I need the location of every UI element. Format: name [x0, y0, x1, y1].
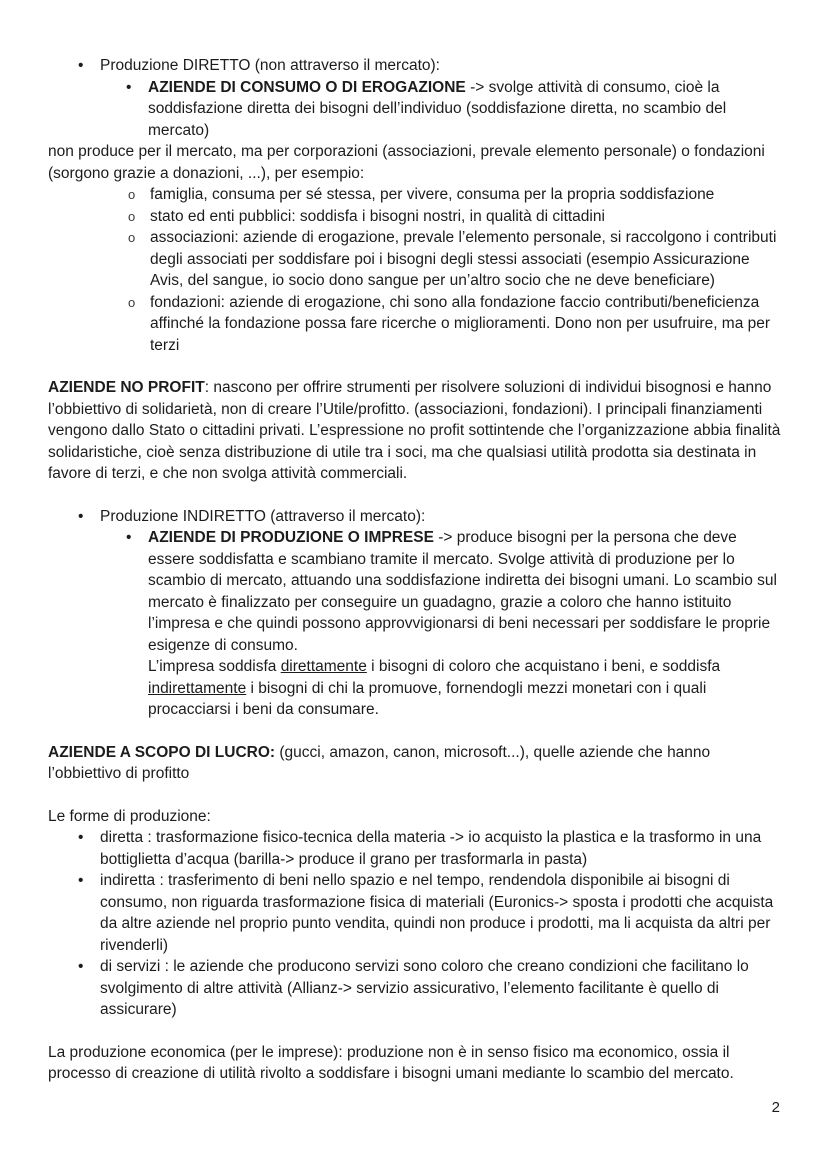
list-item [48, 827, 782, 870]
term-label: AZIENDE A SCOPO DI LUCRO: [48, 743, 276, 761]
list-item [48, 206, 782, 228]
circle-bullet-icon: o [128, 294, 136, 310]
paragraph-text: i bisogni di coloro che acquistano i beni, e soddisfa [366, 658, 721, 675]
list-item-text: di servizi : le aziende che producono servizi sono coloro che creano condizioni che facilitano lo svolgimento di altre attività (Allianz-> servizio assicurativo, l’elemento facilitante è quello di assicurare) [100, 958, 749, 1018]
term-label: AZIENDE DI PRODUZIONE O IMPRESE [148, 529, 434, 546]
bullet-icon: • [126, 78, 132, 96]
term-label: AZIENDE NO PROFIT [48, 379, 205, 396]
list-item-text: famiglia, consuma per sé stessa, per vivere, consuma per la propria soddisfazione [150, 186, 715, 203]
circle-bullet-icon: o [128, 208, 136, 224]
list-item-text: Produzione INDIRETTO (attraverso il mercato): [100, 507, 426, 525]
bullet-icon: • [78, 958, 84, 975]
document-body [48, 55, 782, 1085]
underlined-term: direttamente [280, 658, 367, 675]
list-item [48, 292, 782, 357]
list-item [48, 77, 782, 142]
circle-bullet-icon: o [128, 230, 136, 245]
list-item [48, 506, 782, 528]
spacer [48, 721, 782, 742]
list-item-text: Produzione DIRETTO (non attraverso il mercato): [100, 57, 440, 74]
paragraph-text: (gucci, amazon, canon, microsoft...), quelle aziende che hanno l’obbiettivo di profitto [48, 743, 711, 782]
paragraph-text: : nascono per offrire strumenti per risolvere soluzioni di individui bisognosi e hanno l’obbiettivo di solidarietà, non di creare l’Utile/profitto. (associazioni, fondazioni). I principali finanziamenti vengono dallo Stato o cittadini privati. L’espressione no profit sottintende che l’organizzazione abbia finalità solidaristiche, cioè senza distribuzione di utile tra i soci, ma che qualsiasi utilità prodotta sia destinata in favore di terzi, e che non svolga attività commerciali. [48, 379, 781, 482]
paragraph: La produzione economica (per le imprese): produzione non è in senso fisico ma economico, ossia il processo di creazione di utilità rivolto a soddisfare i bisogni umani mediante lo scambio del mercato. [48, 1043, 734, 1082]
list-item-text: associazioni: aziende di erogazione, prevale l’elemento personale, si raccolgono i contributi degli associati per soddisfare poi i bisogni degli stessi associati (esempio Assicurazione Avis, del sangue, io socio dono sangue per un’altro socio che ne deve beneficiare) [150, 229, 777, 289]
list-item-text: -> produce bisogni per la persona che deve essere soddisfatta e scambiano tramite il mercato. Svolge attività di produzione per lo scambio di mercato, attuando una soddisfazione indiretta dei bisogni umani. Lo scambio sul mercato è finalizzato per conseguire un guadagno, grazie a coloro che hanno istituito l’impresa e che quindi possono approvvigionarsi di beni necessari per soddisfare le proprie esigenze di consumo. [148, 529, 777, 654]
paragraph: non produce per il mercato, ma per corporazioni (associazioni, prevale elemento personale) o fondazioni (sorgono grazie a donazioni, ...), per esempio: [48, 143, 765, 182]
spacer [48, 485, 782, 506]
underlined-term: indirettamente [148, 679, 247, 697]
list-item [48, 227, 782, 292]
paragraph-text: L’impresa soddisfa [148, 658, 281, 675]
paragraph [48, 742, 782, 785]
page-number: 2 [771, 1099, 780, 1116]
list-item-text: indiretta : trasferimento di beni nello spazio e nel tempo, rendendola disponibile ai bisogni di consumo, non riguarda trasformazione fisica di materiali (Euronics-> sposta i prodotti che acquista da altre aziende nel proprio punto vendita, quindi non produce i prodotti, ma li acquista da altri per rivenderli) [100, 872, 774, 954]
list-item [48, 527, 782, 656]
bullet-icon: • [78, 507, 84, 525]
spacer [48, 785, 782, 806]
bullet-icon: • [126, 529, 132, 546]
circle-bullet-icon: o [128, 187, 136, 202]
paragraph-text: i bisogni di chi la promuove, fornendogli mezzi monetari con i quali procacciarsi i beni da consumare. [148, 679, 707, 718]
bullet-icon: • [78, 829, 84, 846]
term-label: AZIENDE DI CONSUMO O DI EROGAZIONE [148, 78, 466, 96]
list-item-text: diretta : trasformazione fisico-tecnica della materia -> io acquisto la plastica e la trasformo in una bottiglietta d’acqua (barilla-> produce il grano per trasformarla in pasta) [100, 829, 762, 868]
list-item-text: stato ed enti pubblici: soddisfa i bisogni nostri, in qualità di cittadini [150, 207, 605, 225]
list-item [48, 870, 782, 956]
spacer [48, 1021, 782, 1042]
list-item-text: -> svolge attività di consumo, cioè la soddisfazione diretta dei bisogni dell’individuo (soddisfazione diretta, no scambio del mercato) [148, 78, 727, 139]
spacer [48, 356, 782, 377]
list-item [48, 55, 782, 77]
bullet-icon: • [78, 872, 84, 889]
list-item [48, 956, 782, 1021]
paragraph: Le forme di produzione: [48, 807, 211, 825]
list-item [48, 184, 782, 206]
list-item-text: fondazioni: aziende di erogazione, chi sono alla fondazione faccio contributi/beneficienza affinché la fondazione possa fare ricerche o miglioramenti. Dono non per usufruire, ma per terzi [150, 293, 771, 354]
paragraph [48, 377, 782, 485]
bullet-icon: • [78, 57, 84, 74]
list-item-continuation [48, 656, 782, 721]
